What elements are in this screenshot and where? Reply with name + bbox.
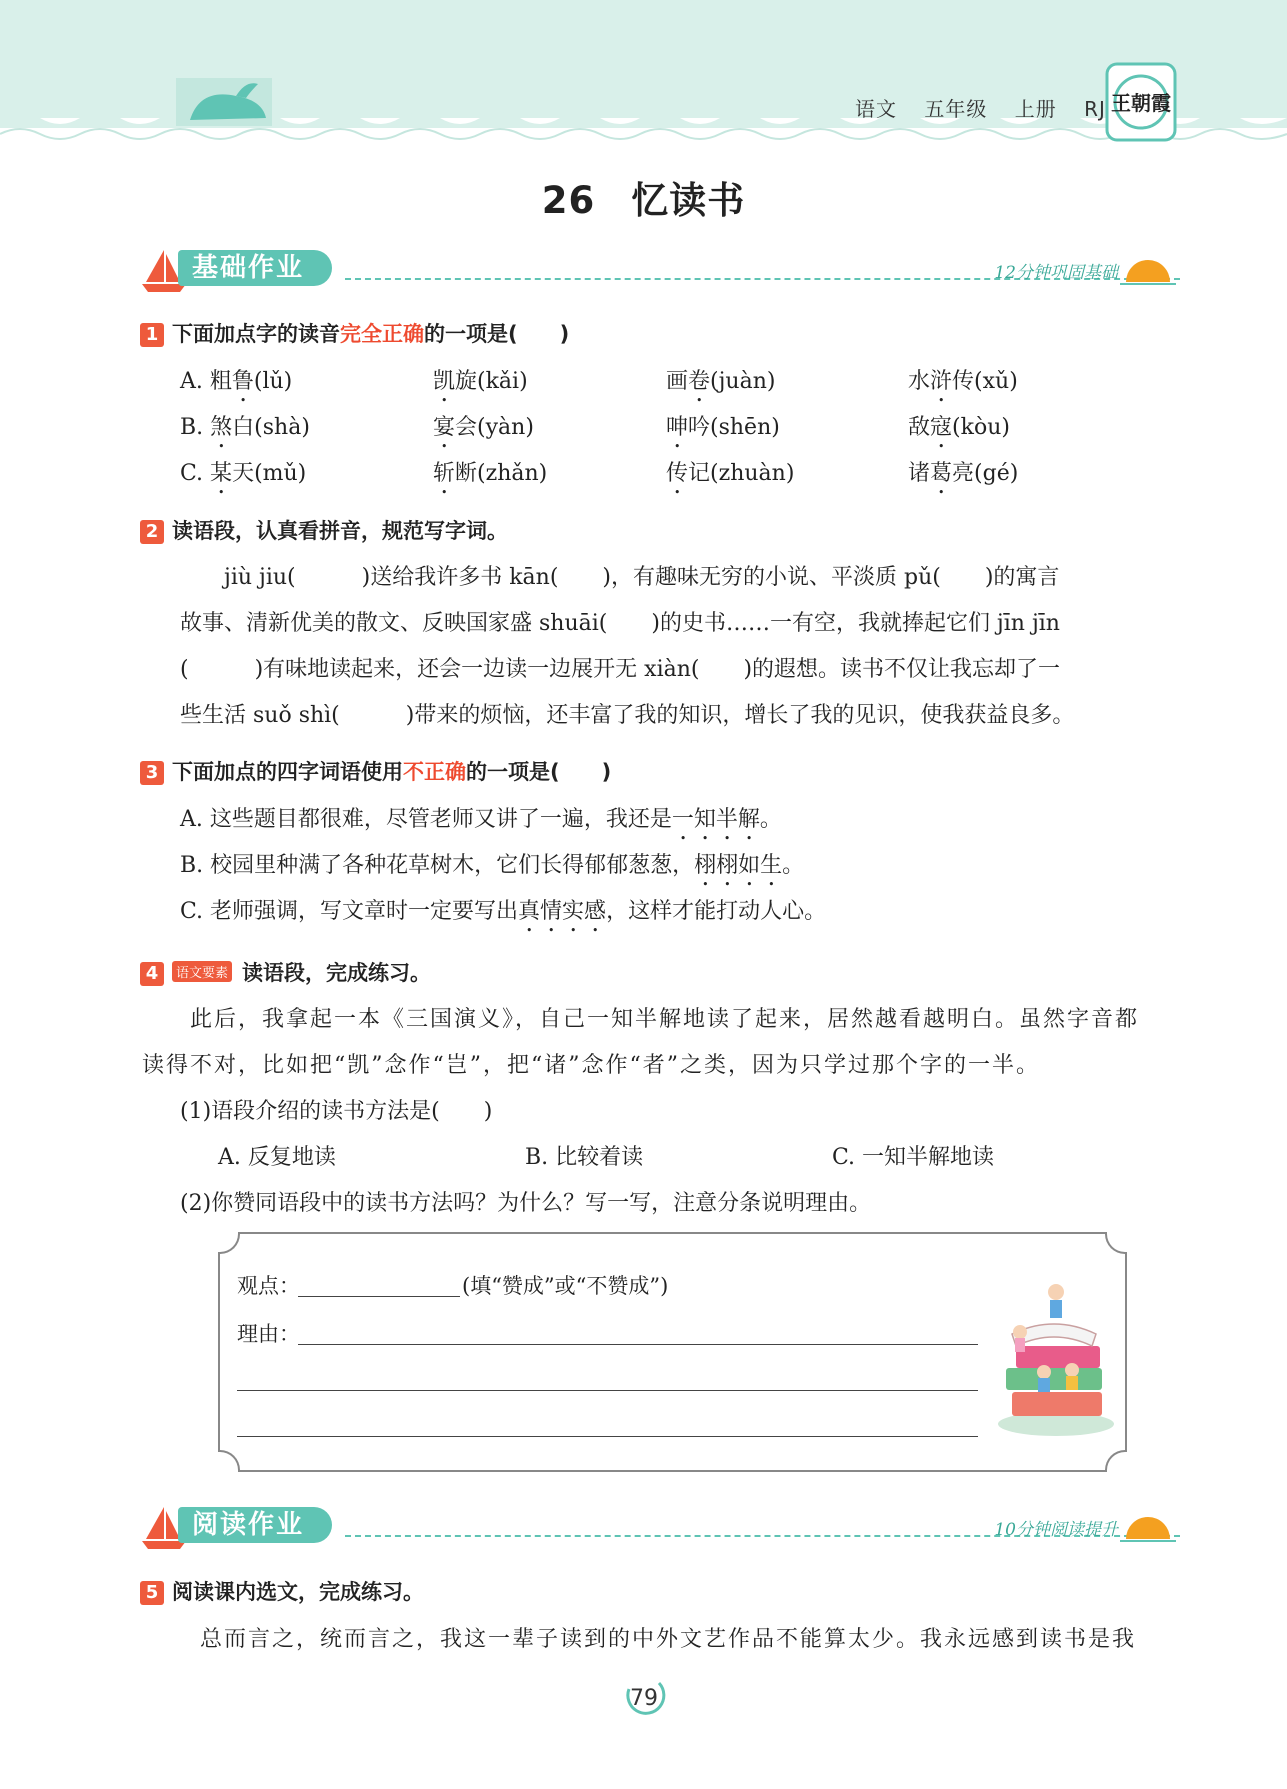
answer-box	[218, 1232, 1127, 1472]
kids-reading-books-illustration	[992, 1274, 1117, 1439]
box-corner	[1105, 1232, 1127, 1254]
section-subtitle: 12分钟巩固基础	[994, 263, 1118, 283]
page-number-badge	[619, 1675, 669, 1719]
section-basic	[140, 246, 1180, 296]
q2-paragraph-line: 些生活 suǒ shì( )带来的烦恼，还丰富了我的知识，增长了我的见识，使我获益良多。	[180, 703, 1075, 728]
q1-option-cell: 诸葛亮(gé)	[908, 461, 1019, 486]
q1-option-cell: B. 煞白(shà)	[180, 415, 310, 440]
q1-option-cell: 敌寇(kòu)	[908, 415, 1010, 440]
q4-option-a: A. 反复地读	[218, 1145, 336, 1170]
view-hint: (填“赞成”或“不赞成”)	[462, 1274, 669, 1298]
edition-label: RJ	[1084, 97, 1106, 121]
whale-icon	[176, 78, 272, 126]
q1-suffix: 的一项是( )	[424, 322, 570, 346]
question-number-badge: 1	[140, 323, 164, 347]
q1-highlight: 完全正确	[340, 322, 424, 346]
box-corner	[218, 1232, 240, 1254]
lesson-title	[0, 170, 1287, 224]
box-corner	[1105, 1450, 1127, 1472]
q1-option-cell: C. 某天(mǔ)	[180, 461, 307, 486]
q3-option-c: C. 老师强调，写文章时一定要写出真情实感，这样才能打动人心。	[180, 899, 827, 924]
question-4-heading	[140, 957, 431, 987]
question-1-heading	[140, 318, 569, 348]
q3-option-a: A. 这些题目都很难，尽管老师又讲了一遍，我还是一知半解。	[180, 807, 782, 832]
sun-icon	[1120, 254, 1176, 288]
section-reading	[140, 1503, 1180, 1553]
question-5-heading	[140, 1576, 424, 1606]
q1-option-cell: 水浒传(xǔ)	[908, 369, 1018, 394]
volume-label: 上册	[1014, 97, 1057, 121]
q5-passage-line: 总而言之，统而言之，我这一辈子读到的中外文艺作品不能算太少。我永远感到读书是我	[152, 1627, 1137, 1652]
question-2-heading	[140, 515, 508, 545]
view-answer-line[interactable]	[298, 1296, 460, 1297]
q2-paragraph-line: 故事、清新优美的散文、反映国家盛 shuāi( )的史书……一有空，我就捧起它们 jīn jīn	[180, 611, 1060, 636]
svg-text:79: 79	[629, 1686, 658, 1711]
q4-text: 读语段，完成练习。	[242, 961, 432, 985]
q4-subquestion-1: (1)语段介绍的读书方法是( )	[180, 1099, 493, 1124]
q1-option-cell: 传记(zhuàn)	[666, 461, 795, 486]
q1-option-cell: 呻吟(shēn)	[666, 415, 780, 440]
question-number-badge: 5	[140, 1581, 164, 1605]
sun-icon	[1120, 1511, 1176, 1545]
q1-option-cell: 画卷(juàn)	[666, 369, 776, 394]
section-label: 阅读作业	[178, 1507, 332, 1543]
question-number-badge: 2	[140, 520, 164, 544]
section-label: 基础作业	[178, 250, 332, 286]
q5-text: 阅读课内选文，完成练习。	[172, 1580, 424, 1604]
q3-prefix: 下面加点的四字词语使用	[172, 760, 403, 784]
element-tag: 语文要素	[172, 961, 232, 982]
q1-option-cell: 斩断(zhǎn)	[433, 461, 548, 486]
section-subtitle: 10分钟阅读提升	[994, 1520, 1118, 1540]
page-header	[0, 0, 1287, 160]
q4-passage-line: 读得不对，比如把“凯”念作“岂”，把“诸”念作“者”之类，因为只学过那个字的一半。	[142, 1053, 1040, 1078]
q4-option-c: C. 一知半解地读	[832, 1145, 995, 1170]
question-number-badge: 4	[140, 962, 164, 986]
q4-option-b: B. 比较着读	[525, 1145, 644, 1170]
q4-subquestion-2: (2)你赞同语段中的读书方法吗？为什么？写一写，注意分条说明理由。	[180, 1191, 872, 1216]
brand-logo	[1103, 58, 1179, 146]
subject-label: 语文	[855, 97, 897, 121]
q4-passage-line: 此后，我拿起一本《三国演义》，自己一知半解地读了起来，居然越看越明白。虽然字音都	[142, 1007, 1140, 1032]
question-number-badge: 3	[140, 761, 164, 785]
wave-header-background	[0, 0, 1287, 160]
q2-paragraph-line: jiù jiu( )送给我许多书 kān( )，有趣味无穷的小说、平淡质 pǔ( )的寓言	[180, 565, 1060, 590]
lesson-number: 26	[541, 179, 596, 222]
q1-option-cell: 宴会(yàn)	[433, 415, 534, 440]
q2-paragraph-line: ( )有味地读起来，还会一边读一边展开无 xiàn( )的遐想。读书不仅让我忘却了一	[180, 657, 1061, 682]
q1-option-cell: 凯旋(kǎi)	[433, 369, 528, 394]
q3-option-b: B. 校园里种满了各种花草树木，它们长得郁郁葱葱，栩栩如生。	[180, 853, 805, 878]
reason-label: 理由：	[237, 1322, 300, 1346]
q2-text: 读语段，认真看拼音，规范写字词。	[172, 519, 508, 543]
reason-answer-line[interactable]	[298, 1344, 978, 1345]
lesson-name: 忆读书	[631, 179, 746, 222]
box-corner	[218, 1450, 240, 1472]
q3-highlight: 不正确	[403, 760, 466, 784]
page-number	[0, 1675, 1287, 1719]
q3-suffix: 的一项是( )	[466, 760, 612, 784]
question-3-heading	[140, 756, 611, 786]
grade-label: 五年级	[924, 97, 988, 121]
q1-prefix: 下面加点字的读音	[172, 322, 340, 346]
reason-answer-line[interactable]	[237, 1436, 978, 1437]
view-label: 观点：	[237, 1274, 300, 1298]
q1-option-cell: A. 粗鲁(lǔ)	[180, 369, 293, 394]
reason-answer-line[interactable]	[237, 1390, 978, 1391]
svg-text:王朝霞: 王朝霞	[1111, 91, 1171, 115]
